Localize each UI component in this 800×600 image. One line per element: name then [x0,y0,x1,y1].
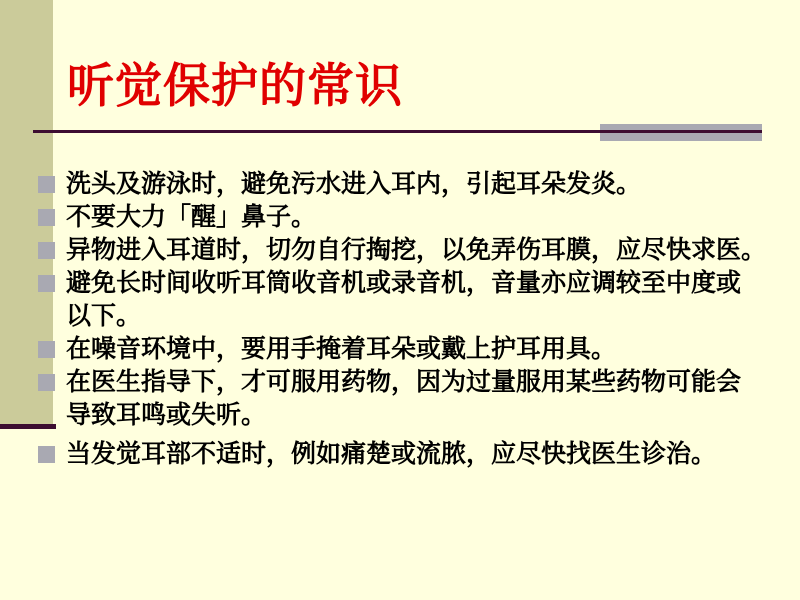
bullet-line: 不要大力「醒」鼻子。 [66,204,317,231]
bullet-list [38,168,800,471]
slide-title: 听觉保护的常识 [67,61,403,113]
list-item [38,267,800,333]
bullet-line: 避免长时间收听耳筒收音机或录音机，音量亦应调较至中度或 [66,270,742,297]
list-item [38,168,800,201]
bullet-line: 导致耳鸣或失听。 [66,402,267,429]
bullet-line: 异物进入耳道时，切勿自行掏挖，以免弄伤耳膜，应尽快求医。 [66,237,767,264]
bullet-line: 在噪音环境中，要用手掩着耳朵或戴上护耳用具。 [66,336,617,363]
bullet-square-icon [38,446,55,463]
bullet-square-icon [38,176,55,193]
bullet-square-icon [38,341,55,358]
bullet-square-icon [38,374,55,391]
bullet-line: 当发觉耳部不适时，例如痛楚或流脓，应尽快找医生诊治。 [66,441,717,468]
list-item [38,201,800,234]
bullet-line: 在医生指导下，才可服用药物，因为过量服用某些药物可能会 [66,369,742,396]
bullet-square-icon [38,242,55,259]
bullet-square-icon [38,209,55,226]
bullet-line: 以下。 [66,303,142,330]
list-item [38,333,800,366]
bullet-line: 洗头及游泳时，避免污水进入耳内，引起耳朵发炎。 [66,171,642,198]
list-item [38,366,800,432]
title-underline-rule [33,130,762,133]
bullet-square-icon [38,275,55,292]
list-item [38,438,800,471]
list-item [38,234,800,267]
